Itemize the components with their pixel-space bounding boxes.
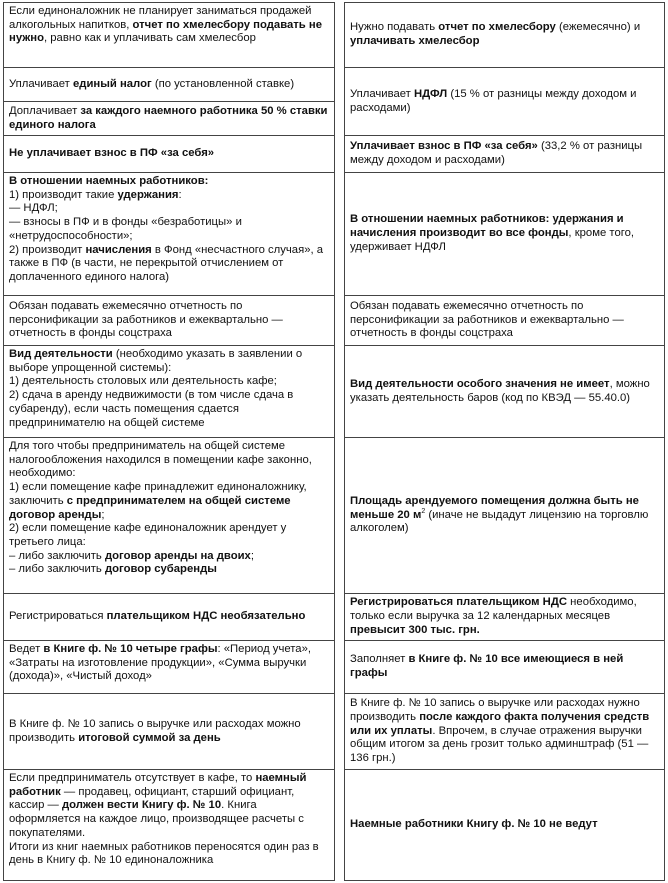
text-fragment: В Книге ф. № 10 запись о выручке или расходах нужно производить [350, 697, 640, 723]
text-fragment: . Книга оформляется на каждое лицо, производящее расчеты с покупателями. [9, 799, 304, 839]
left-cell-pension-fund [3, 135, 335, 173]
left-cell-book-columns [3, 640, 335, 694]
text-fragment: 2 [421, 507, 426, 515]
text-fragment: единый налог [73, 77, 152, 90]
text-fragment: Уплачивает [9, 77, 73, 90]
right-cell-employee-book [344, 769, 665, 881]
text-fragment: 2) производит [9, 243, 86, 256]
left-cell-reporting [3, 295, 335, 346]
text-fragment: : «Период учета», «Затраты на изготовление продукции», «Сумма выручки (дохода)», «Чистый доход» [9, 643, 311, 683]
text-fragment: Итоги из книг наемных работников переносятся один раз в день в Книгу ф. № 10 единоналожника [9, 840, 319, 867]
text-fragment: – либо заключить [9, 549, 105, 562]
text-fragment: Если единоналожник не планирует заниматься продажей алкогольных напитков, [9, 5, 312, 31]
text-fragment: 2) если помещение кафе единоналожник арендует у третьего лица: [9, 522, 287, 548]
text-fragment: В отношении наемных работников: удержания и начисления производит во все фонды [350, 213, 624, 240]
text-fragment: ; [101, 508, 105, 521]
text-fragment: договор субаренды [104, 563, 217, 576]
text-fragment: — взносы в ПФ и в фонды «безработицы» и «нетрудоспособности»; [9, 216, 242, 242]
right-cell-reporting [344, 295, 665, 346]
right-cell-employees-withholding [344, 172, 665, 296]
text-fragment: Регистрироваться плательщиком НДС [350, 596, 568, 609]
text-fragment: Заполняет [350, 653, 409, 666]
text-fragment: , можно указать деятельность баров (код по КВЭД — 55.40.0) [350, 377, 650, 404]
right-cell-pension-fund [344, 135, 665, 173]
right-cell-vat [344, 593, 665, 641]
text-fragment: Обязан подавать ежемесячно отчетность по персонификации за работников и ежеквартально — отчетность в фонды соцстраха [9, 299, 283, 340]
text-fragment: Нужно подавать [350, 21, 439, 34]
text-fragment: Регистрироваться [9, 610, 107, 623]
text-fragment: (33,2 % от разницы между доходом и расходами) [350, 140, 643, 166]
text-fragment: В Книге ф. № 10 запись о выручке или расходах можно производить [9, 717, 301, 744]
text-fragment: плательщиком НДС необязательно [106, 610, 306, 623]
text-fragment: — НДФЛ; [9, 202, 58, 215]
left-cell-single-tax [3, 67, 335, 102]
text-fragment: 1) производит такие [9, 188, 118, 201]
text-fragment: Вид деятельности особого значения не имеет [350, 377, 610, 390]
text-fragment: Площадь арендуемого помещения должна быть не меньше 20 м [350, 494, 639, 521]
text-fragment: необходимо, только если выручка за 12 календарных месяцев [350, 596, 637, 623]
text-fragment: : [178, 188, 182, 201]
text-fragment: за каждого наемного работника 50 % ставки единого налога [9, 104, 328, 131]
right-cell-income-tax [344, 67, 665, 136]
text-fragment: (ежемесячно) и [555, 21, 641, 34]
text-fragment: Доплачивает [9, 104, 81, 117]
text-fragment: , равно как и уплачивать сам хмелесбор [43, 32, 256, 45]
text-fragment: – либо заключить [9, 563, 105, 576]
left-cell-vat [3, 593, 335, 641]
text-fragment: уплачивать хмелесбор [350, 35, 480, 47]
text-fragment: в Книге ф. № 10 четыре графы [43, 643, 218, 655]
right-cell-hops-fee [344, 2, 665, 68]
text-fragment: НДФЛ [414, 87, 448, 100]
right-cell-activity-type [344, 345, 665, 438]
text-fragment: 1) деятельность столовых или деятельность кафе; [9, 375, 277, 388]
right-cell-premises-area [344, 437, 665, 594]
text-fragment: наемный работник [9, 772, 307, 798]
left-cell-book-records [3, 693, 335, 770]
text-fragment: . Впрочем, в случае отражения выручки общим итогом за день грозит только админштраф (51 — 136 грн.) [350, 724, 649, 765]
text-fragment: Обязан подавать ежемесячно отчетность по персонификации за работников и ежеквартально — отчетность в фонды соцстраха [350, 299, 624, 340]
text-fragment: (необходимо указать в заявлении о выборе упрощенной системы): [9, 348, 303, 374]
text-fragment: Если предприниматель отсутствует в кафе, то [9, 772, 256, 784]
left-cell-employee-book [3, 769, 335, 881]
text-fragment: превысит 300 тыс. грн. [350, 623, 480, 636]
left-cell-employees-withholding [3, 172, 335, 296]
text-fragment: Наемные работники Книгу ф. № 10 не ведут [350, 818, 598, 831]
text-fragment: с предпринимателем на общей системе договор аренды [9, 494, 291, 521]
left-cell-premises [3, 437, 335, 594]
right-cell-book-columns [344, 640, 665, 694]
text-fragment: Вид деятельности [9, 348, 113, 360]
text-fragment: в Книге ф. № 10 все имеющиеся в ней графы [350, 653, 624, 679]
right-cell-book-records [344, 693, 665, 770]
text-fragment: итоговой суммой за день [78, 731, 221, 744]
text-fragment: ; [250, 549, 254, 562]
text-fragment: (по установленной ставке) [151, 77, 295, 90]
text-fragment: (иначе не выдадут лицензию на торговлю алкоголем) [350, 508, 649, 535]
text-fragment: отчет по хмелесбору подавать не нужно [9, 18, 322, 45]
left-cell-employee-surcharge [3, 101, 335, 136]
text-fragment: Для того чтобы предприниматель на общей системе налогообложения находился в помещении кафе законно, необходимо: [9, 440, 312, 480]
text-fragment: Не уплачивает взнос в ПФ «за себя» [9, 147, 215, 160]
text-fragment: Уплачивает взнос в ПФ «за себя» [350, 140, 538, 153]
left-cell-hops-fee [3, 2, 335, 68]
text-fragment: Ведет [9, 643, 44, 655]
text-fragment: В отношении наемных работников: [9, 175, 209, 187]
left-cell-activity-type [3, 345, 335, 438]
text-fragment: договор аренды на двоих [104, 549, 251, 562]
text-fragment: отчет по хмелесбору [438, 21, 556, 34]
text-fragment: в Фонд «несчастного случая», а также в ПФ (в части, не перекрытой отчислением от доплаченного единого налога) [9, 243, 324, 283]
text-fragment: после каждого факта получения средств или их уплаты [350, 710, 650, 737]
text-fragment: должен вести Книгу ф. № 10 [61, 799, 222, 812]
text-fragment: , кроме того, удерживает НДФЛ [350, 227, 635, 253]
text-fragment: Уплачивает [350, 87, 414, 100]
text-fragment: 1) если помещение кафе принадлежит единоналожнику, заключить [9, 481, 307, 507]
text-fragment: 2) сдача в аренду недвижимости (в том числе сдача в субаренду), если часть помещения сдается предпринимателю на общей системе [9, 389, 294, 429]
text-fragment: удержания [117, 188, 179, 201]
text-fragment: — продавец, официант, старший официант, кассир — [9, 785, 295, 812]
text-fragment: (15 % от разницы между доходом и расходами) [350, 87, 637, 114]
text-fragment: начисления [85, 243, 152, 256]
